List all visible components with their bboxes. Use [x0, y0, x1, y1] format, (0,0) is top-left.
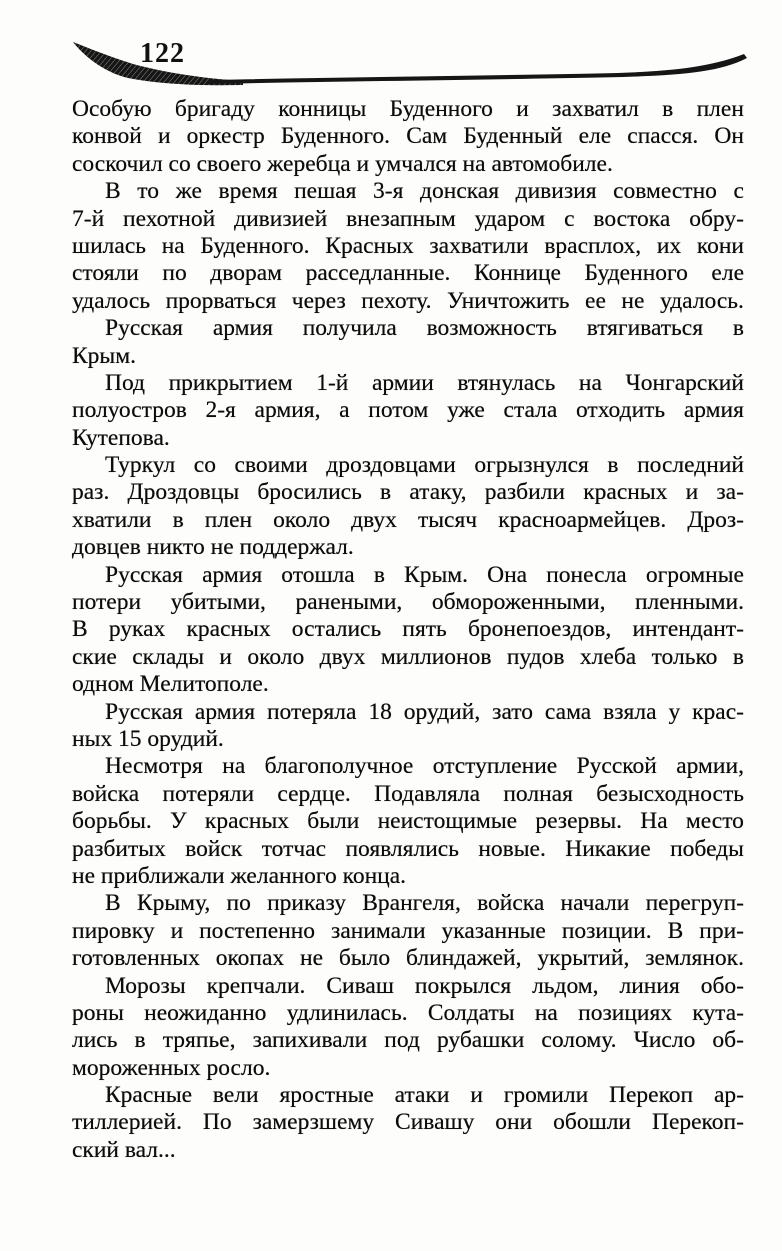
text-line: готовленных окопах не было блиндажей, укрытий, землянок.: [72, 945, 744, 972]
text-line: Крым.: [72, 342, 136, 369]
text-line: борьбы. У красных были неистощимые резервы. На место: [72, 808, 744, 835]
text-line: удалось прорваться через пехоту. Уничтожить ее не удалось.: [72, 287, 744, 314]
text-line: мороженных росло.: [72, 1054, 271, 1081]
ornament-rule: [208, 54, 747, 84]
text-line: стояли по дворам расседланные. Коннице Буденного еле: [72, 260, 744, 287]
text-line: Кутепова.: [72, 424, 170, 451]
text-line: Под прикрытием 1-й армии втянулась на Чонгарский: [105, 369, 744, 396]
page-text: [72, 96, 744, 1164]
page-number: 122: [140, 38, 185, 69]
text-line: В руках красных остались пять бронепоездов, интендант-: [72, 616, 744, 643]
page-header: [0, 0, 782, 95]
text-line: пировку и постепенно занимали указанные позиции. В при-: [72, 917, 744, 944]
text-line: соскочил со своего жеребца и умчался на автомобиле.: [72, 150, 613, 177]
text-line: войска потеряли сердце. Подавляла полная безысходность: [72, 780, 744, 807]
text-line: Морозы крепчали. Сиваш покрылся льдом, линия обо-: [105, 972, 744, 999]
text-line: хватили в плен около двух тысяч красноармейцев. Дроз-: [72, 506, 744, 533]
text-line: не приближали желанного конца.: [72, 862, 407, 889]
text-line: Несмотря на благополучное отступление Русской армии,: [105, 753, 744, 780]
text-line: В Крыму, по приказу Врангеля, войска начали перегруп-: [105, 890, 744, 917]
text-line: раз. Дроздовцы бросились в атаку, разбили красных и за-: [72, 479, 744, 506]
text-line: Туркул со своими дроздовцами огрызнулся в последний: [105, 452, 744, 479]
text-line: лись в тряпье, запихивали под рубашки солому. Число об-: [72, 1027, 744, 1054]
text-line: Русская армия потеряла 18 орудий, зато сама взяла у крас-: [105, 698, 744, 725]
text-line: разбитых войск тотчас появлялись новые. Никакие победы: [72, 835, 744, 862]
text-line: ский вал...: [72, 1136, 176, 1163]
text-line: потери убитыми, ранеными, обмороженными, пленными.: [72, 589, 744, 616]
text-line: конвой и оркестр Буденного. Сам Буденный еле спасся. Он: [72, 123, 744, 150]
text-line: ных 15 орудий.: [72, 725, 224, 752]
text-line: Русская армия отошла в Крым. Она понесла огромные: [105, 561, 744, 588]
text-line: полуостров 2-я армия, а потом уже стала отходить армия: [72, 397, 744, 424]
text-line: 7-й пехотной дивизией внезапным ударом с востока обру-: [72, 205, 744, 232]
text-line: ские склады и около двух миллионов пудов хлеба только в: [72, 643, 744, 670]
text-line: Красные вели яростные атаки и громили Перекоп ар-: [105, 1082, 744, 1109]
text-line: Русская армия получила возможность втягиваться в: [105, 315, 744, 342]
text-line: шилась на Буденного. Красных захватили врасплох, их кони: [72, 232, 744, 259]
text-line: В то же время пешая 3-я донская дивизия совместно с: [105, 178, 744, 205]
text-line: довцев никто не поддержал.: [72, 534, 354, 561]
text-line: одном Мелитополе.: [72, 671, 269, 698]
text-line: тиллерией. По замерзшему Сивашу они обошли Перекоп-: [72, 1109, 744, 1136]
text-line: роны неожиданно удлинилась. Солдаты на позициях кута-: [72, 999, 744, 1026]
text-line: Особую бригаду конницы Буденного и захватил в плен: [72, 96, 744, 122]
